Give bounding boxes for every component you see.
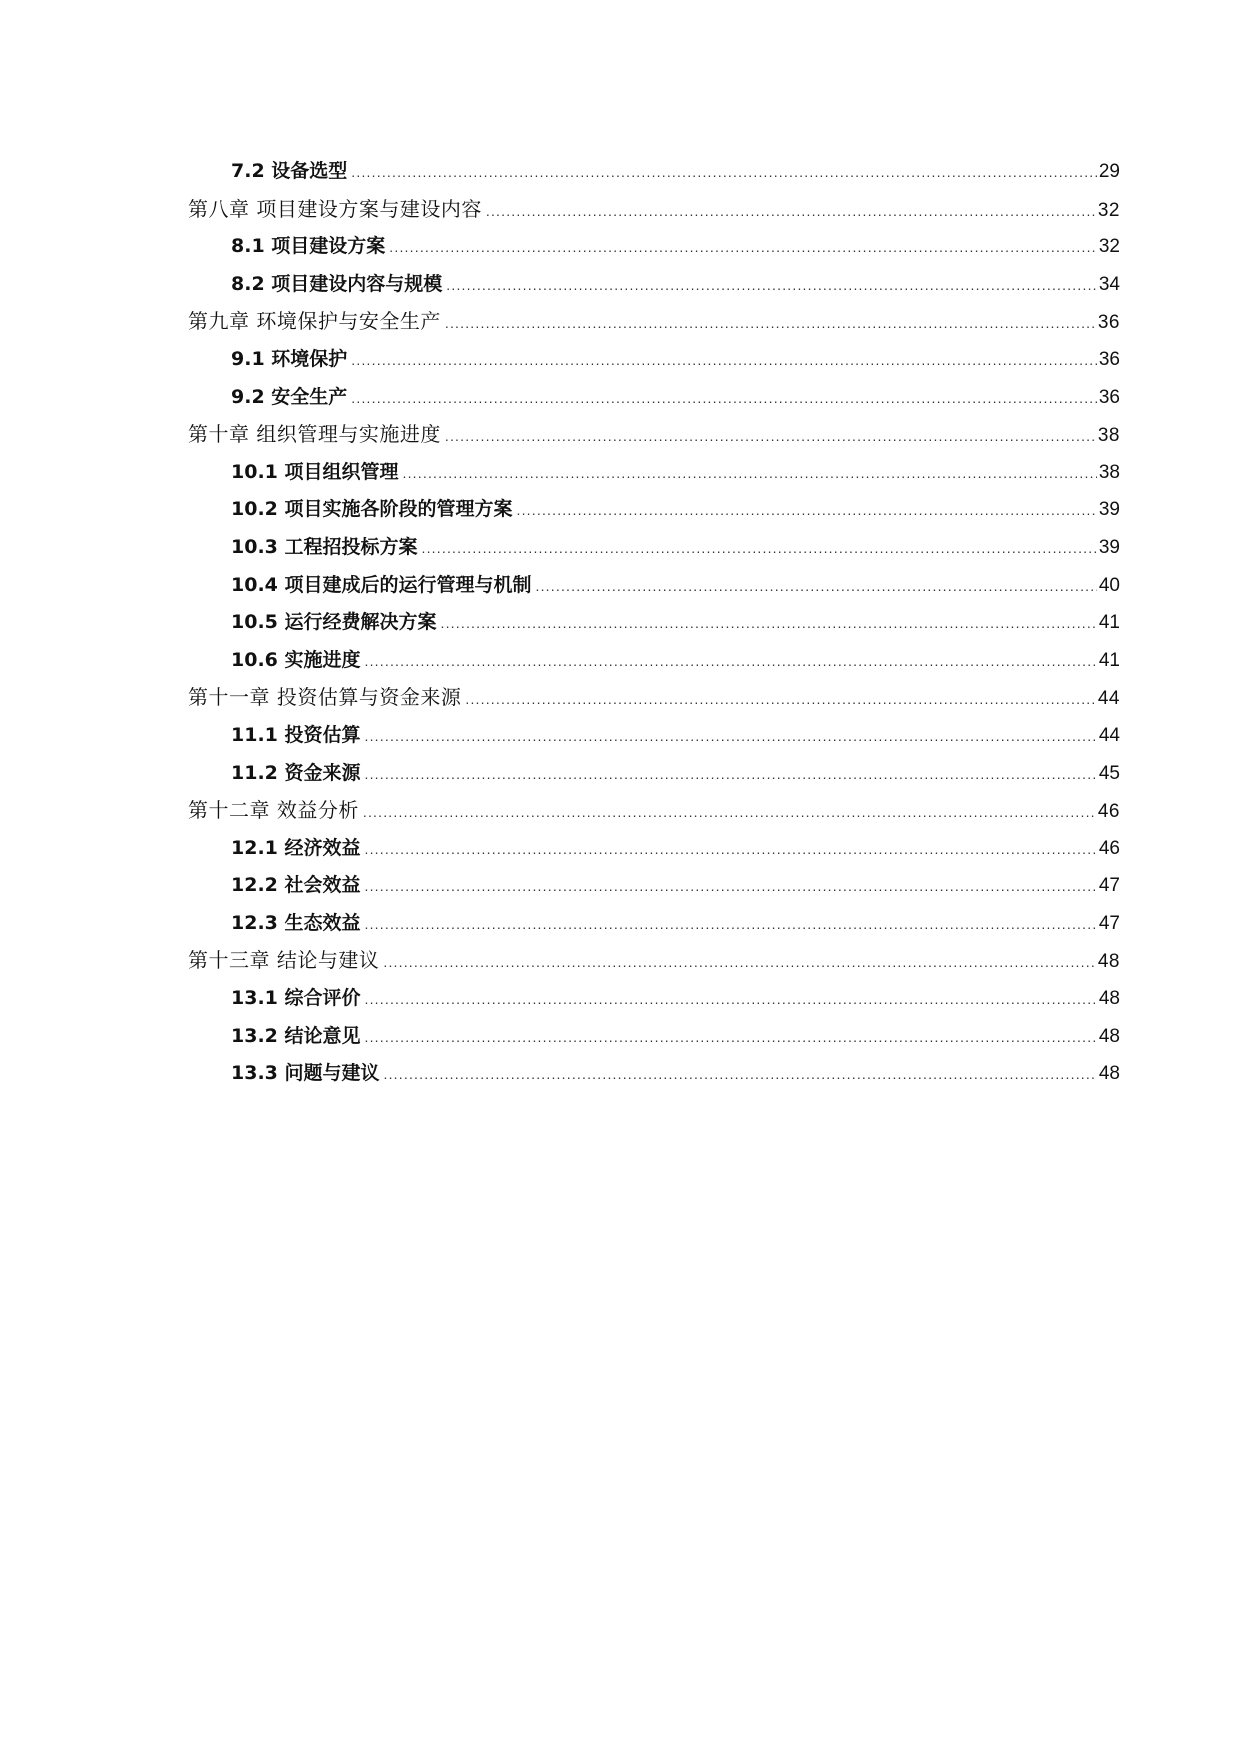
toc-section-entry[interactable] bbox=[188, 567, 1120, 605]
toc-page-number: 46 bbox=[1097, 801, 1120, 823]
toc-dot-leader bbox=[383, 944, 1096, 982]
toc-chapter-entry[interactable] bbox=[188, 191, 1120, 229]
toc-page-number: 40 bbox=[1098, 574, 1120, 596]
toc-page-number: 36 bbox=[1097, 312, 1120, 334]
toc-page-number: 38 bbox=[1097, 425, 1120, 447]
toc-section-entry[interactable] bbox=[188, 830, 1120, 868]
toc-entry-title: 第十章 组织管理与实施进度 bbox=[188, 422, 441, 447]
toc-page-number: 46 bbox=[1098, 837, 1120, 859]
toc-page-number: 34 bbox=[1098, 273, 1120, 295]
toc-dot-leader bbox=[422, 530, 1097, 568]
toc-page-number: 47 bbox=[1098, 912, 1120, 934]
toc-dot-leader bbox=[389, 229, 1097, 267]
toc-dot-leader bbox=[365, 981, 1097, 1019]
toc-section-entry[interactable] bbox=[188, 228, 1120, 266]
toc-section-entry[interactable] bbox=[188, 755, 1120, 793]
toc-dot-leader bbox=[351, 342, 1097, 380]
toc-section-entry[interactable] bbox=[188, 642, 1120, 680]
toc-section-entry[interactable] bbox=[188, 980, 1120, 1018]
toc-page-number: 41 bbox=[1098, 612, 1120, 634]
toc-entry-title: 第九章 环境保护与安全生产 bbox=[188, 309, 441, 334]
toc-entry-title: 11.1 投资估算 bbox=[231, 723, 361, 746]
toc-entry-title: 12.1 经济效益 bbox=[231, 836, 361, 859]
table-of-contents bbox=[188, 153, 1120, 1093]
toc-dot-leader bbox=[445, 418, 1096, 456]
toc-page-number: 48 bbox=[1098, 988, 1120, 1010]
toc-dot-leader bbox=[365, 718, 1097, 756]
toc-dot-leader bbox=[351, 154, 1097, 192]
toc-page-number: 39 bbox=[1098, 499, 1120, 521]
toc-chapter-entry[interactable] bbox=[188, 792, 1120, 830]
toc-page-number: 36 bbox=[1098, 348, 1120, 370]
toc-chapter-entry[interactable] bbox=[188, 942, 1120, 980]
toc-section-entry[interactable] bbox=[188, 717, 1120, 755]
toc-entry-title: 8.1 项目建设方案 bbox=[231, 235, 386, 258]
toc-section-entry[interactable] bbox=[188, 604, 1120, 642]
toc-page-number: 48 bbox=[1097, 951, 1120, 973]
toc-entry-title: 10.5 运行经费解决方案 bbox=[231, 611, 437, 634]
toc-entry-title: 11.2 资金来源 bbox=[231, 761, 361, 784]
toc-page-number: 29 bbox=[1098, 161, 1120, 182]
toc-section-entry[interactable] bbox=[188, 1018, 1120, 1056]
toc-entry-title: 10.2 项目实施各阶段的管理方案 bbox=[231, 498, 513, 521]
toc-entry-title: 10.3 工程招投标方案 bbox=[231, 535, 418, 558]
toc-page-number: 44 bbox=[1097, 688, 1120, 710]
toc-section-entry[interactable] bbox=[188, 905, 1120, 943]
toc-page-number: 32 bbox=[1098, 236, 1120, 258]
toc-section-entry[interactable] bbox=[188, 491, 1120, 529]
toc-section-entry[interactable] bbox=[188, 266, 1120, 304]
toc-dot-leader bbox=[365, 643, 1097, 681]
toc-chapter-entry[interactable] bbox=[188, 679, 1120, 717]
toc-dot-leader bbox=[365, 906, 1097, 944]
toc-section-entry[interactable] bbox=[188, 867, 1120, 905]
toc-entry-title: 9.1 环境保护 bbox=[231, 347, 348, 370]
toc-section-entry[interactable] bbox=[188, 153, 1120, 191]
toc-page-number: 32 bbox=[1097, 199, 1120, 221]
toc-dot-leader bbox=[365, 831, 1097, 869]
toc-entry-title: 第十一章 投资估算与资金来源 bbox=[188, 685, 462, 710]
toc-section-entry[interactable] bbox=[188, 1055, 1120, 1093]
toc-dot-leader bbox=[384, 1056, 1097, 1094]
toc-page-number: 45 bbox=[1098, 762, 1120, 784]
toc-dot-leader bbox=[365, 756, 1097, 794]
toc-page-number: 41 bbox=[1098, 649, 1120, 671]
toc-section-entry[interactable] bbox=[188, 454, 1120, 492]
toc-entry-title: 12.3 生态效益 bbox=[231, 911, 361, 934]
toc-page-number: 48 bbox=[1098, 1025, 1120, 1047]
toc-dot-leader bbox=[351, 380, 1097, 418]
toc-dot-leader bbox=[486, 193, 1096, 231]
toc-entry-title: 13.3 问题与建议 bbox=[231, 1062, 380, 1085]
toc-entry-title: 13.2 结论意见 bbox=[231, 1024, 361, 1047]
toc-section-entry[interactable] bbox=[188, 379, 1120, 417]
toc-entry-title: 13.1 综合评价 bbox=[231, 987, 361, 1010]
toc-page-number: 47 bbox=[1098, 875, 1120, 897]
toc-dot-leader bbox=[441, 605, 1097, 643]
toc-dot-leader bbox=[465, 681, 1096, 719]
toc-entry-title: 10.6 实施进度 bbox=[231, 648, 361, 671]
toc-entry-title: 7.2 设备选型 bbox=[231, 160, 348, 182]
toc-entry-title: 10.1 项目组织管理 bbox=[231, 460, 399, 483]
toc-entry-title: 第十三章 结论与建议 bbox=[188, 948, 380, 973]
toc-chapter-entry[interactable] bbox=[188, 416, 1120, 454]
toc-entry-title: 9.2 安全生产 bbox=[231, 385, 348, 408]
toc-entry-title: 12.2 社会效益 bbox=[231, 874, 361, 897]
toc-dot-leader bbox=[363, 794, 1096, 832]
toc-section-entry[interactable] bbox=[188, 529, 1120, 567]
toc-entry-title: 8.2 项目建设内容与规模 bbox=[231, 272, 443, 295]
toc-dot-leader bbox=[517, 492, 1097, 530]
toc-dot-leader bbox=[536, 568, 1097, 606]
toc-page-number: 44 bbox=[1098, 724, 1120, 746]
toc-entry-title: 10.4 项目建成后的运行管理与机制 bbox=[231, 573, 532, 596]
toc-entry-title: 第八章 项目建设方案与建设内容 bbox=[188, 196, 482, 221]
toc-page-number: 39 bbox=[1098, 536, 1120, 558]
toc-section-entry[interactable] bbox=[188, 341, 1120, 379]
toc-dot-leader bbox=[445, 305, 1096, 343]
toc-page-number: 38 bbox=[1098, 461, 1120, 483]
toc-dot-leader bbox=[365, 1019, 1097, 1057]
toc-page-number: 36 bbox=[1098, 386, 1120, 408]
toc-page-number: 48 bbox=[1098, 1063, 1120, 1085]
toc-dot-leader bbox=[446, 267, 1097, 305]
toc-dot-leader bbox=[403, 455, 1097, 493]
toc-entry-title: 第十二章 效益分析 bbox=[188, 798, 359, 823]
toc-chapter-entry[interactable] bbox=[188, 303, 1120, 341]
toc-dot-leader bbox=[365, 868, 1097, 906]
